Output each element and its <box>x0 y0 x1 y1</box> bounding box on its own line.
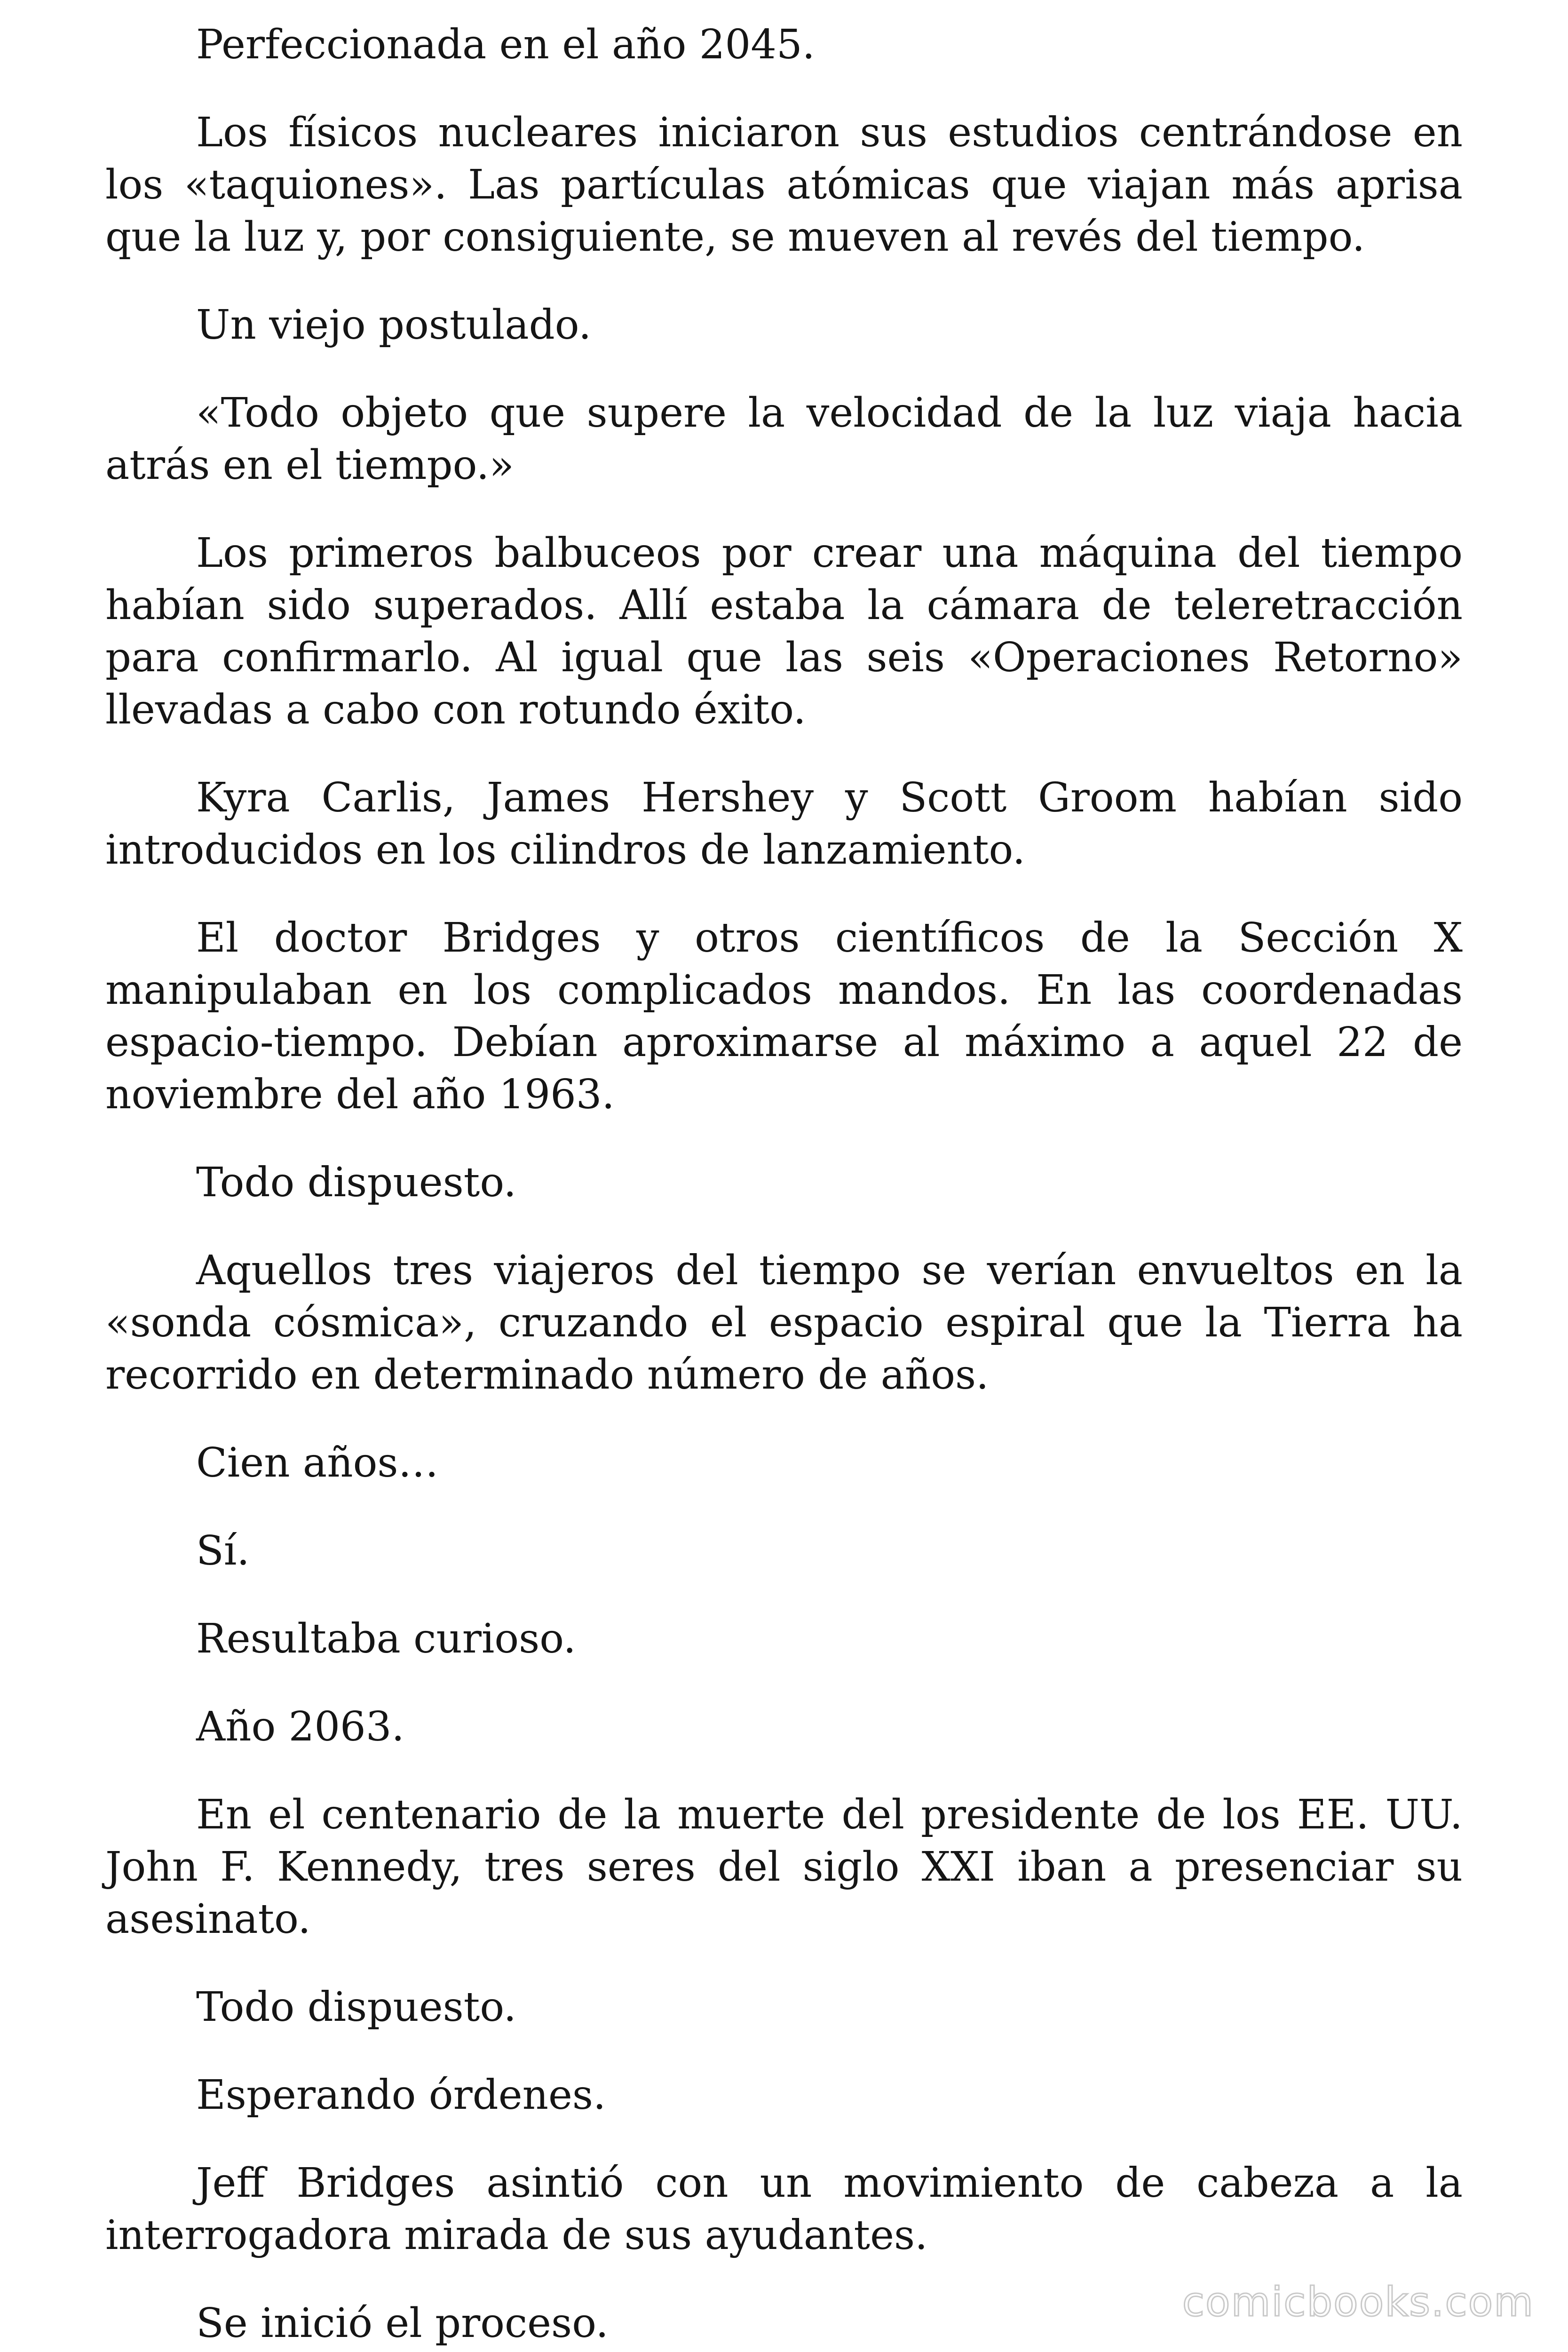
paragraph: Sí. <box>196 1527 250 1574</box>
paragraph: Cien años… <box>196 1439 439 1486</box>
paragraph: Aquellos tres viajeros del tiempo se verían envueltos en la «sonda cósmica», cruzando el espacio espiral que la Tierra ha recorrido en determinado número de años. <box>105 1247 1463 1398</box>
paragraph: Perfeccionada en el año 2045. <box>196 21 815 68</box>
paragraph: «Todo objeto que supere la velocidad de la luz viaja hacia atrás en el tiempo.» <box>105 389 1463 489</box>
paragraph: Jeff Bridges asintió con un movimiento de cabeza a la interrogadora mirada de sus ayudantes. <box>105 2160 1463 2259</box>
page-body <box>105 19 1463 2350</box>
paragraph: Año 2063. <box>196 1703 404 1750</box>
paragraph: Esperando órdenes. <box>196 2072 606 2119</box>
paragraph: Todo dispuesto. <box>196 1159 516 1206</box>
watermark: comicbooks.com <box>1182 2279 1534 2326</box>
paragraph: Un viejo postulado. <box>196 302 592 349</box>
paragraph: Kyra Carlis, James Hershey y Scott Groom habían sido introducidos en los cilindros de lanzamiento. <box>105 774 1463 874</box>
paragraph: Se inició el proceso. <box>196 2300 609 2347</box>
paragraph: Todo dispuesto. <box>196 1984 516 2031</box>
paragraph: El doctor Bridges y otros científicos de la Sección X manipulaban en los complicados mandos. En las coordenadas espacio-tiempo. Debían aproximarse al máximo a aquel 22 de noviembre del año 1963. <box>105 914 1463 1118</box>
paragraph: En el centenario de la muerte del presidente de los EE. UU. John F. Kennedy, tres seres del siglo XXI iban a presenciar su asesinato. <box>105 1791 1463 1943</box>
paragraph: Resultaba curioso. <box>196 1615 576 1662</box>
paragraph: Los físicos nucleares iniciaron sus estudios centrándose en los «taquiones». Las partículas atómicas que viajan más aprisa que la luz y, por consiguiente, se mueven al revés del tiempo. <box>105 109 1463 261</box>
paragraph: Los primeros balbuceos por crear una máquina del tiempo habían sido superados. Allí estaba la cámara de teleretracción para confirmarlo. Al igual que las seis «Operaciones Retorno» llevadas a cabo con rotundo éxito. <box>105 530 1463 733</box>
